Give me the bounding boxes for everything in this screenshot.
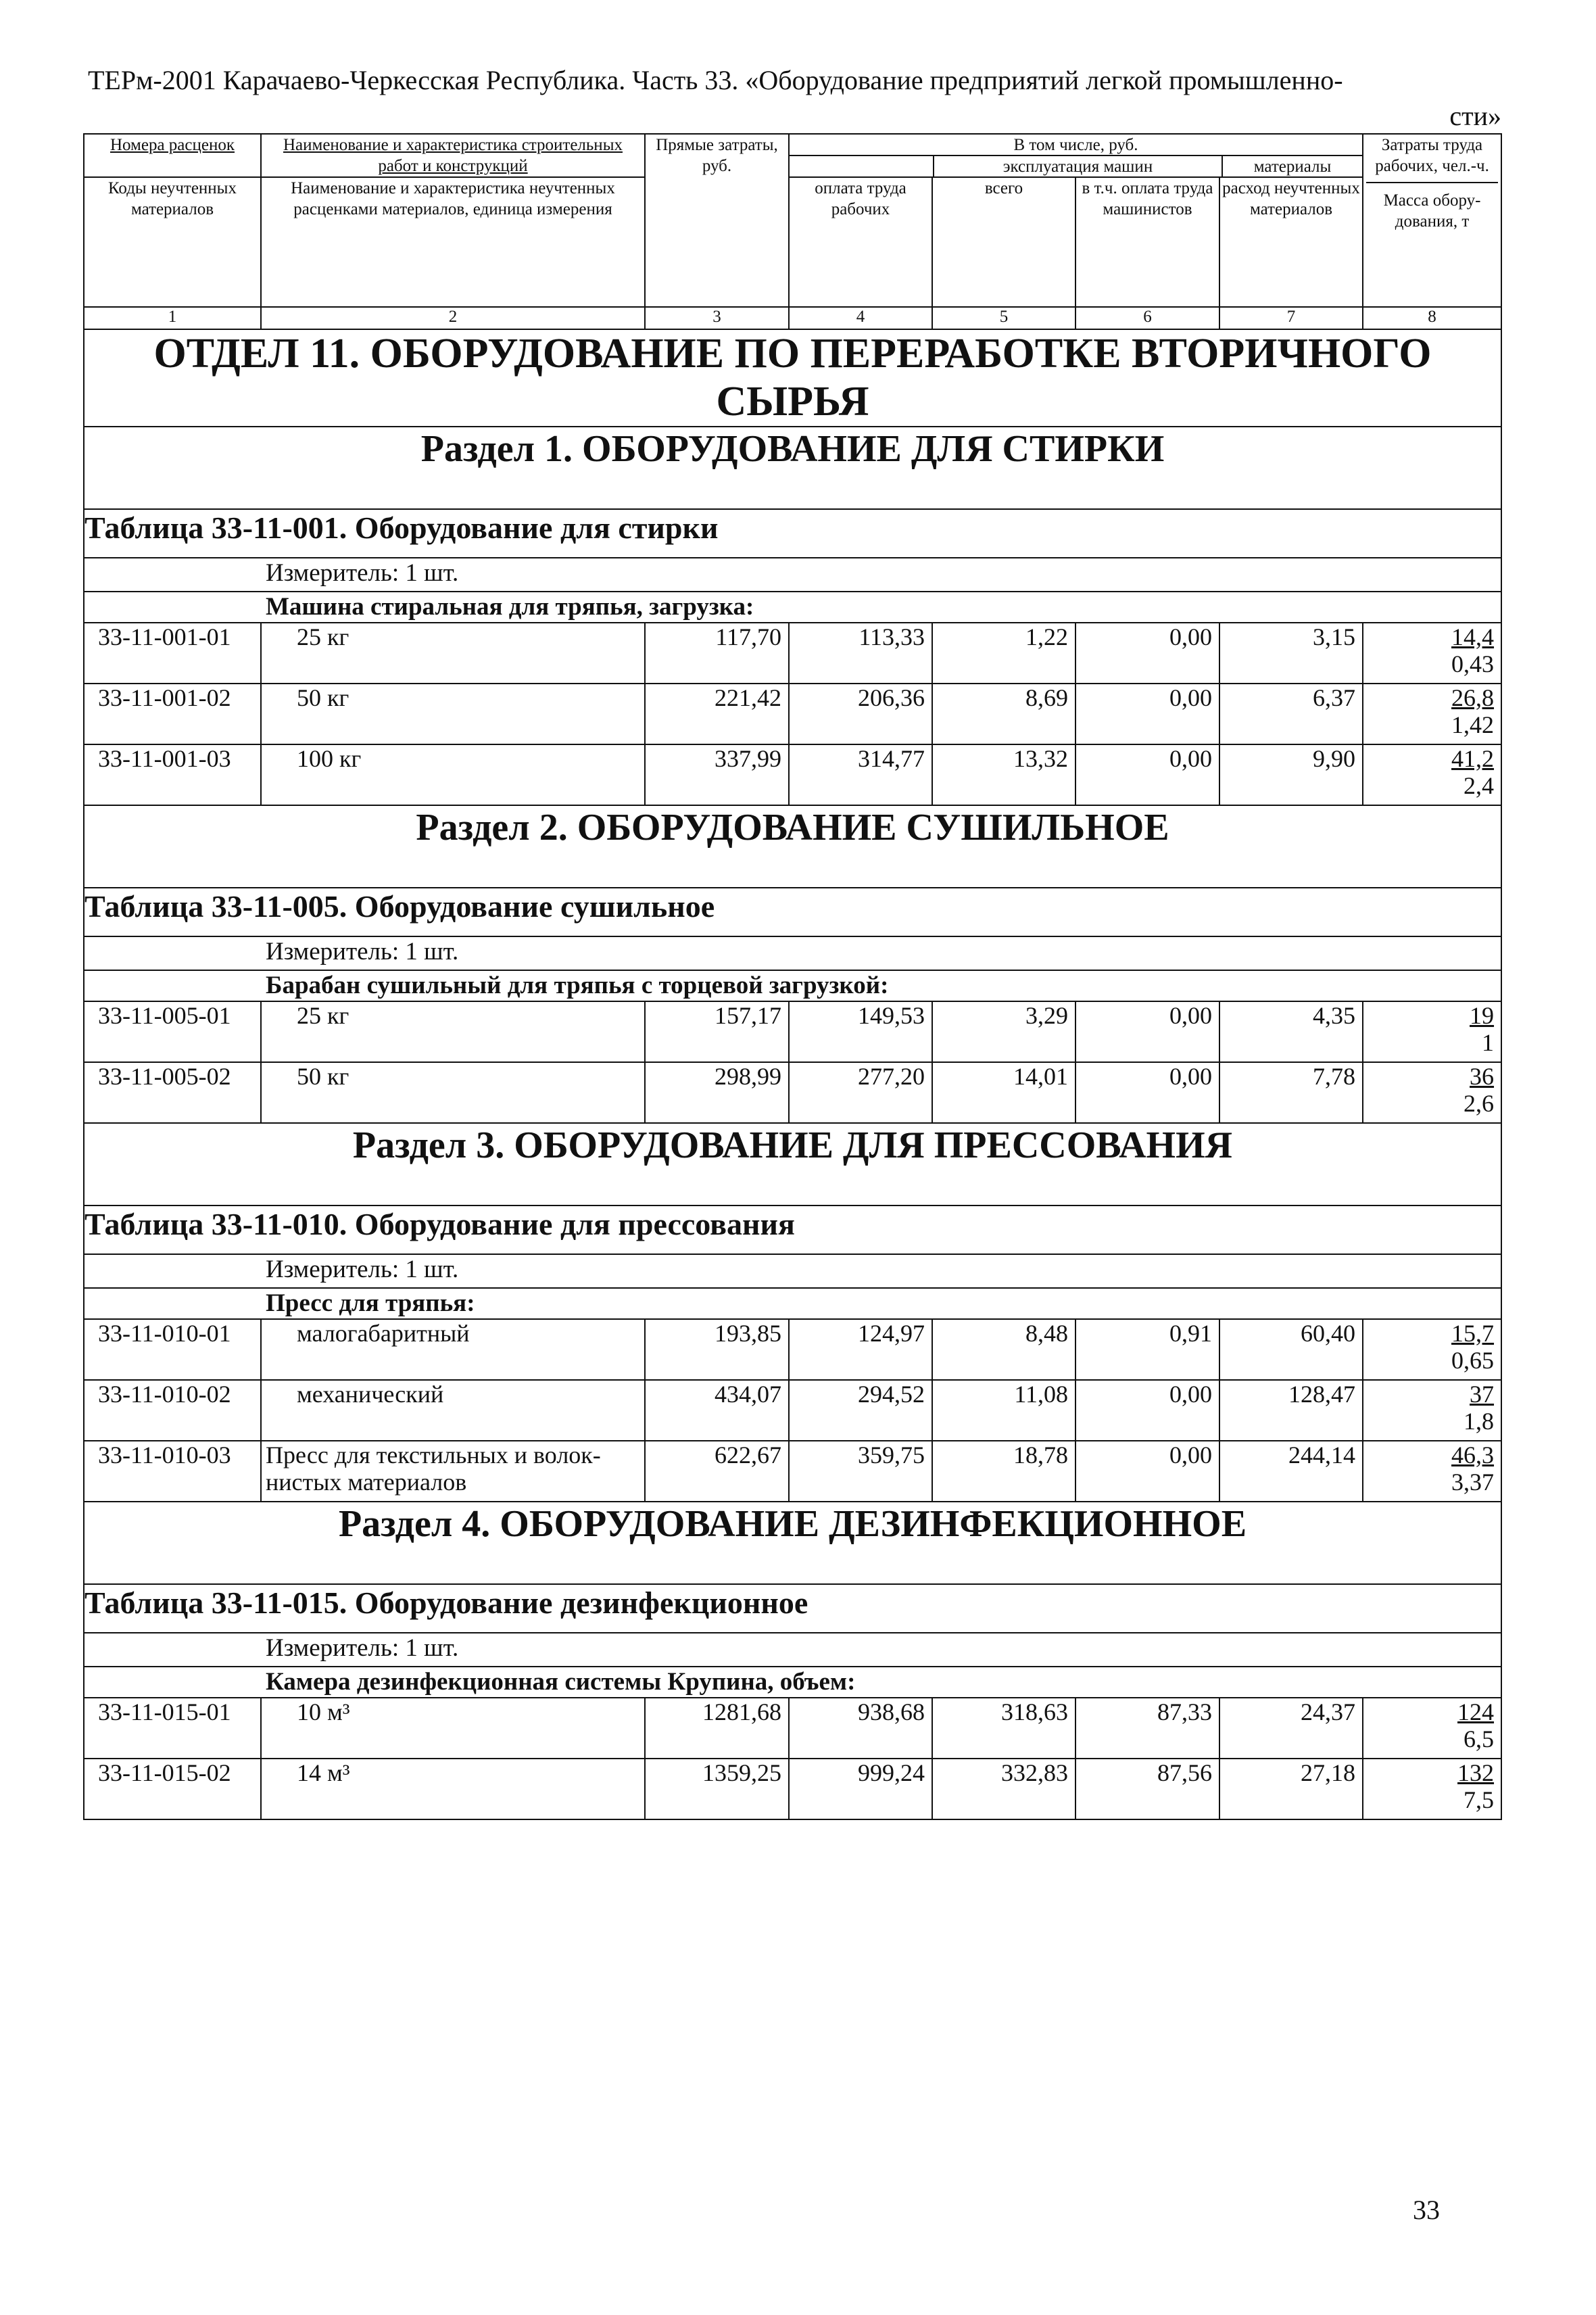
table-row [84,1759,1501,1819]
equipment-mass: 6,5 [1464,1725,1495,1752]
value-c6: 0,00 [1075,1380,1219,1441]
table-row [84,1698,1501,1759]
value-c4: 359,75 [789,1441,932,1502]
group-row [84,592,1501,623]
group-title: Пресс для тряпья: [84,1288,1501,1319]
table-row [84,1062,1501,1123]
value-c4: 938,68 [789,1698,932,1759]
value-c3: 1281,68 [645,1698,789,1759]
rate-name: 50 кг [261,1062,645,1123]
header-including: В том числе, руб. эксплуатация машин материалы [789,134,1363,177]
value-c3: 157,17 [645,1001,789,1062]
value-c4: 294,52 [789,1380,932,1441]
header-material-name: Наименование и характеристика неучтенных расценками материалов, единица измерения [261,177,645,307]
section-title: Раздел 2. ОБОРУДОВАНИЕ СУШИЛЬНОЕ [84,805,1501,888]
rate-name: 25 кг [261,623,645,684]
labor-hours: 132 [1457,1759,1495,1786]
value-c3: 337,99 [645,744,789,805]
value-c3: 298,99 [645,1062,789,1123]
section-title: Раздел 1. ОБОРУДОВАНИЕ ДЛЯ СТИРКИ [84,427,1501,509]
value-c4: 124,97 [789,1319,932,1380]
value-c6: 0,00 [1075,744,1219,805]
table-title-row [84,509,1501,558]
value-c4: 999,24 [789,1759,932,1819]
column-number: 5 [932,307,1075,329]
document-title: ТЕРм-2001 Карачаево-Черкесская Республика. Часть 33. «Оборудование предприятий легкой промышленно- [88,65,1343,95]
equipment-mass: 1,8 [1464,1408,1495,1435]
column-number: 4 [789,307,932,329]
labor-hours: 41,2 [1451,745,1495,772]
labor-mass-cell [1363,1001,1501,1062]
table-row [84,744,1501,805]
group-title: Машина стиральная для тряпья, загрузка: [84,592,1501,623]
rate-code: 33-11-015-01 [84,1698,261,1759]
equipment-mass: 7,5 [1464,1786,1495,1813]
measure-unit: Измеритель: 1 шт. [84,1254,1501,1288]
table-row [84,1001,1501,1062]
header-work-name: Наименование и характеристика строительных работ и конструкций [261,134,645,177]
value-c6: 0,00 [1075,1441,1219,1502]
rate-name: 50 кг [261,684,645,744]
department-title: ОТДЕЛ 11. ОБОРУДОВАНИЕ ПО ПЕРЕРАБОТКЕ ВТОРИЧНОГО СЫРЬЯ [84,329,1501,427]
value-c5: 8,69 [932,684,1075,744]
price-table [83,133,1502,1820]
rate-code: 33-11-010-03 [84,1441,261,1502]
value-c5: 18,78 [932,1441,1075,1502]
rate-code: 33-11-001-01 [84,623,261,684]
section-title-row [84,427,1501,509]
value-c3: 1359,25 [645,1759,789,1819]
equipment-mass: 0,65 [1451,1347,1495,1374]
measure-unit: Измеритель: 1 шт. [84,1633,1501,1667]
page-number: 33 [1413,2195,1440,2225]
header-machines-total: всего [932,177,1075,307]
value-c3: 221,42 [645,684,789,744]
rate-name: механический [261,1380,645,1441]
measure-row [84,1254,1501,1288]
column-numbers-row [84,307,1501,329]
table-row [84,1319,1501,1380]
value-c4: 314,77 [789,744,932,805]
rate-code: 33-11-010-02 [84,1380,261,1441]
header-direct-costs: Прямые затраты, руб. [645,134,789,307]
value-c7: 4,35 [1219,1001,1363,1062]
rate-name: 14 м³ [261,1759,645,1819]
table-row [84,1441,1501,1502]
labor-hours: 26,8 [1451,684,1495,711]
rate-code: 33-11-015-02 [84,1759,261,1819]
value-c4: 149,53 [789,1001,932,1062]
equipment-mass: 2,6 [1464,1090,1495,1117]
labor-hours: 124 [1457,1698,1495,1725]
rate-name: малогабаритный [261,1319,645,1380]
value-c3: 193,85 [645,1319,789,1380]
labor-hours: 19 [1470,1002,1495,1029]
value-c5: 14,01 [932,1062,1075,1123]
value-c3: 434,07 [645,1380,789,1441]
value-c7: 27,18 [1219,1759,1363,1819]
group-title: Камера дезинфекционная системы Крупина, объем: [84,1667,1501,1698]
value-c5: 332,83 [932,1759,1075,1819]
value-c4: 206,36 [789,684,932,744]
value-c7: 6,37 [1219,684,1363,744]
value-c3: 622,67 [645,1441,789,1502]
table-title: Таблица 33-11-015. Оборудование дезинфекционное [84,1584,1501,1633]
value-c6: 0,91 [1075,1319,1219,1380]
table-title-row [84,888,1501,936]
equipment-mass: 1,42 [1451,711,1495,738]
value-c6: 0,00 [1075,623,1219,684]
column-number: 6 [1075,307,1219,329]
table-row [84,684,1501,744]
measure-row [84,1633,1501,1667]
value-c7: 9,90 [1219,744,1363,805]
group-row [84,970,1501,1001]
labor-mass-cell [1363,1380,1501,1441]
labor-hours: 15,7 [1451,1320,1495,1347]
value-c7: 24,37 [1219,1698,1363,1759]
value-c4: 277,20 [789,1062,932,1123]
header-row-2 [84,177,1501,307]
value-c6: 87,56 [1075,1759,1219,1819]
group-row [84,1667,1501,1698]
group-row [84,1288,1501,1319]
rate-name: 25 кг [261,1001,645,1062]
header-worker-pay: оплата труда рабочих [789,177,932,307]
table-title: Таблица 33-11-010. Оборудование для прессования [84,1206,1501,1254]
labor-mass-cell [1363,623,1501,684]
measure-row [84,936,1501,970]
labor-mass-cell [1363,684,1501,744]
measure-row [84,558,1501,592]
table-row [84,1380,1501,1441]
value-c6: 87,33 [1075,1698,1219,1759]
column-number: 8 [1363,307,1501,329]
value-c3: 117,70 [645,623,789,684]
equipment-mass: 3,37 [1451,1469,1495,1496]
header-labor-mass: Затраты труда рабочих, чел.-ч. Масса обору-дования, т [1363,134,1501,307]
measure-unit: Измеритель: 1 шт. [84,936,1501,970]
table-title-row [84,1206,1501,1254]
value-c6: 0,00 [1075,684,1219,744]
rate-code: 33-11-001-03 [84,744,261,805]
measure-unit: Измеритель: 1 шт. [84,558,1501,592]
header-operator-pay: в т.ч. оплата труда машинистов [1075,177,1219,307]
rate-name: 10 м³ [261,1698,645,1759]
header-material-codes: Коды неучтенных материалов [84,177,261,307]
value-c5: 1,22 [932,623,1075,684]
value-c7: 128,47 [1219,1380,1363,1441]
labor-hours: 14,4 [1451,623,1495,650]
section-title: Раздел 4. ОБОРУДОВАНИЕ ДЕЗИНФЕКЦИОННОЕ [84,1502,1501,1584]
rate-code: 33-11-005-02 [84,1062,261,1123]
value-c6: 0,00 [1075,1062,1219,1123]
column-number: 7 [1219,307,1363,329]
labor-mass-cell [1363,1698,1501,1759]
labor-hours: 37 [1470,1381,1495,1408]
section-title-row [84,1123,1501,1206]
table-row [84,623,1501,684]
value-c5: 13,32 [932,744,1075,805]
table-title: Таблица 33-11-005. Оборудование сушильное [84,888,1501,936]
rate-code: 33-11-010-01 [84,1319,261,1380]
header-material-consumption: расход неучтенных материалов [1219,177,1363,307]
labor-mass-cell [1363,1441,1501,1502]
equipment-mass: 1 [1482,1029,1495,1056]
table-title: Таблица 33-11-001. Оборудование для стирки [84,509,1501,558]
document-title-continuation: сти» [1449,101,1501,131]
table-title-row [84,1584,1501,1633]
value-c7: 7,78 [1219,1062,1363,1123]
column-number: 2 [261,307,645,329]
labor-hours: 36 [1470,1063,1495,1090]
rate-name: Пресс для текстильных и волок-нистых материалов [261,1441,645,1502]
value-c5: 11,08 [932,1380,1075,1441]
group-title: Барабан сушильный для тряпья с торцевой загрузкой: [84,970,1501,1001]
header-rate-numbers: Номера расценок [84,134,261,177]
equipment-mass: 2,4 [1464,772,1495,799]
value-c5: 8,48 [932,1319,1075,1380]
section-title-row [84,1502,1501,1584]
header-row-1 [84,134,1501,177]
value-c6: 0,00 [1075,1001,1219,1062]
labor-mass-cell [1363,744,1501,805]
labor-hours: 46,3 [1451,1441,1495,1469]
labor-mass-cell [1363,1062,1501,1123]
section-title: Раздел 3. ОБОРУДОВАНИЕ ДЛЯ ПРЕССОВАНИЯ [84,1123,1501,1206]
equipment-mass: 0,43 [1451,650,1495,677]
rate-name: 100 кг [261,744,645,805]
value-c7: 60,40 [1219,1319,1363,1380]
value-c5: 318,63 [932,1698,1075,1759]
labor-mass-cell [1363,1319,1501,1380]
labor-mass-cell [1363,1759,1501,1819]
value-c7: 244,14 [1219,1441,1363,1502]
column-number: 1 [84,307,261,329]
column-number: 3 [645,307,789,329]
value-c5: 3,29 [932,1001,1075,1062]
value-c4: 113,33 [789,623,932,684]
rate-code: 33-11-005-01 [84,1001,261,1062]
section-title-row [84,805,1501,888]
value-c7: 3,15 [1219,623,1363,684]
rate-code: 33-11-001-02 [84,684,261,744]
department-title-row [84,329,1501,427]
